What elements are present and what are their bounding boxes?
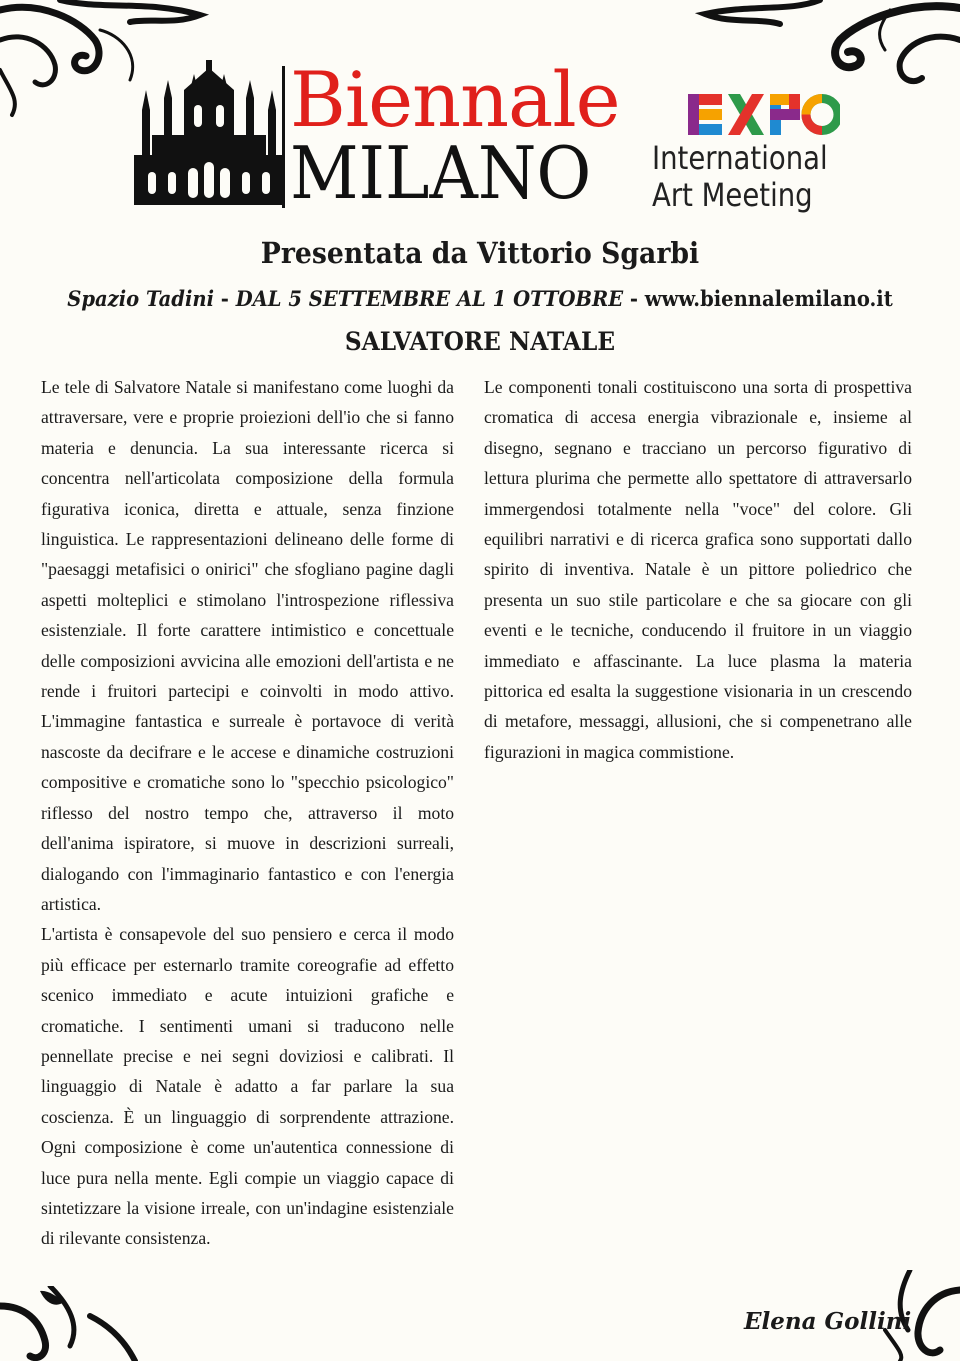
expo-letter-p (770, 94, 800, 135)
top-right-swirl-ornament (690, 0, 960, 100)
presented-by-heading: Presentata da Vittorio Sgarbi (260, 236, 700, 270)
expo-letter-o (806, 99, 838, 131)
separator: - (213, 286, 236, 311)
article-paragraph: Le componenti tonali costituiscono una sorta di prospettiva cromatica di accesa energia vibrazionale e, insieme al disegno, segnano e tracciano un percorso figurativo di lettura plurima che permette allo spettatore di attraversarlo immergendosi totalmente nella "voce" del colore. Gli equilibri narrativi e di ricerca grafica sono supportati dallo spirito di inventiva. Natale è un pittore poliedrico che presenta un suo stile particolare e che sa giocare con gli eventi e le tecniche, conducendo il fruitore in un viaggio immediato e affascinante. La luce plasma la materia pittorica ed esalta la suggestione visionaria in un crescendo di metafore, messaggi, allusioni, che si compenetrano alle figurazioni in magica commistione. (484, 377, 912, 762)
logo-divider (282, 66, 285, 208)
article-paragraph: L'artista è consapevole del suo pensiero e cerca il modo più efficace per esternarlo tramite coreografie ad effetto scenico immediato e acute intuizioni grafiche e cromatiche. I sentimenti umani si traducono nelle pennellate precise e nei segni doviziosi e calibrati. Il linguaggio di Natale è adatto a far parlare la sua coscienza. È un linguaggio di sorprendente attrazione. Ogni composizione è come un'autentica connessione di luce pura nella mente. Egli compie un viaggio capace di sintetizzare la visione irreale, con un'indagine esistenziale di rilevante consistenza. (41, 924, 454, 1249)
venue-name: Spazio Tadini (67, 286, 214, 311)
venue-date-line (34, 284, 927, 314)
logo-biennale-text: Biennale (290, 55, 620, 144)
tagline-art-meeting: Art Meeting (652, 176, 813, 214)
article-right-column (484, 372, 912, 767)
article-paragraph: Le tele di Salvatore Natale si manifestano come luoghi da attraversare, vere e proprie proiezioni dell'io che si fanno materia e denuncia. La sua interessante ricerca si concentra nell'articolata composizione della formula figurativa iconica, diretta e attuale, senza finzione linguistica. Le rappresentazioni delineano delle forme di "paesaggi metafisici o onirici" che sfogliano pagine dagli aspetti molteplici e stimolano l'introspezione riflessiva esistenziale. Il forte carattere intimistico e concettuale delle composizioni avvicina alle emozioni dell'artista e ne rende i fruitori partecipi e coinvolti in modo attivo. L'immagine fantastica e surreale è portavoce di verità nascoste da decifrare e le accese e dinamiche costruzioni compositive e cromatiche sono lo "specchio psicologico" riflesso del nostro tempo che, attraverso il moto dell'anima ispiratore, si muove in descrizioni surreali, dialogando con l'immaginario fantastico e con l'energia artistica. (41, 377, 454, 914)
tagline-international: International (652, 139, 828, 177)
expo-letter-e (688, 94, 722, 135)
exhibition-dates: DAL 5 SETTEMBRE AL 1 OTTOBRE (235, 286, 624, 311)
logo-milano-text: MILANO (290, 131, 592, 215)
artist-name-heading: SALVATORE NATALE (344, 327, 616, 356)
website-link[interactable]: www.biennalemilano.it (644, 286, 893, 311)
expo-letter-x (728, 94, 764, 135)
bottom-left-swirl-ornament (0, 1286, 140, 1361)
separator: - (623, 286, 645, 311)
duomo-cathedral-icon (134, 60, 284, 205)
author-signature: Elena Gollini (744, 1308, 912, 1335)
expo-logo (688, 94, 840, 136)
article-left-column (41, 372, 454, 1254)
